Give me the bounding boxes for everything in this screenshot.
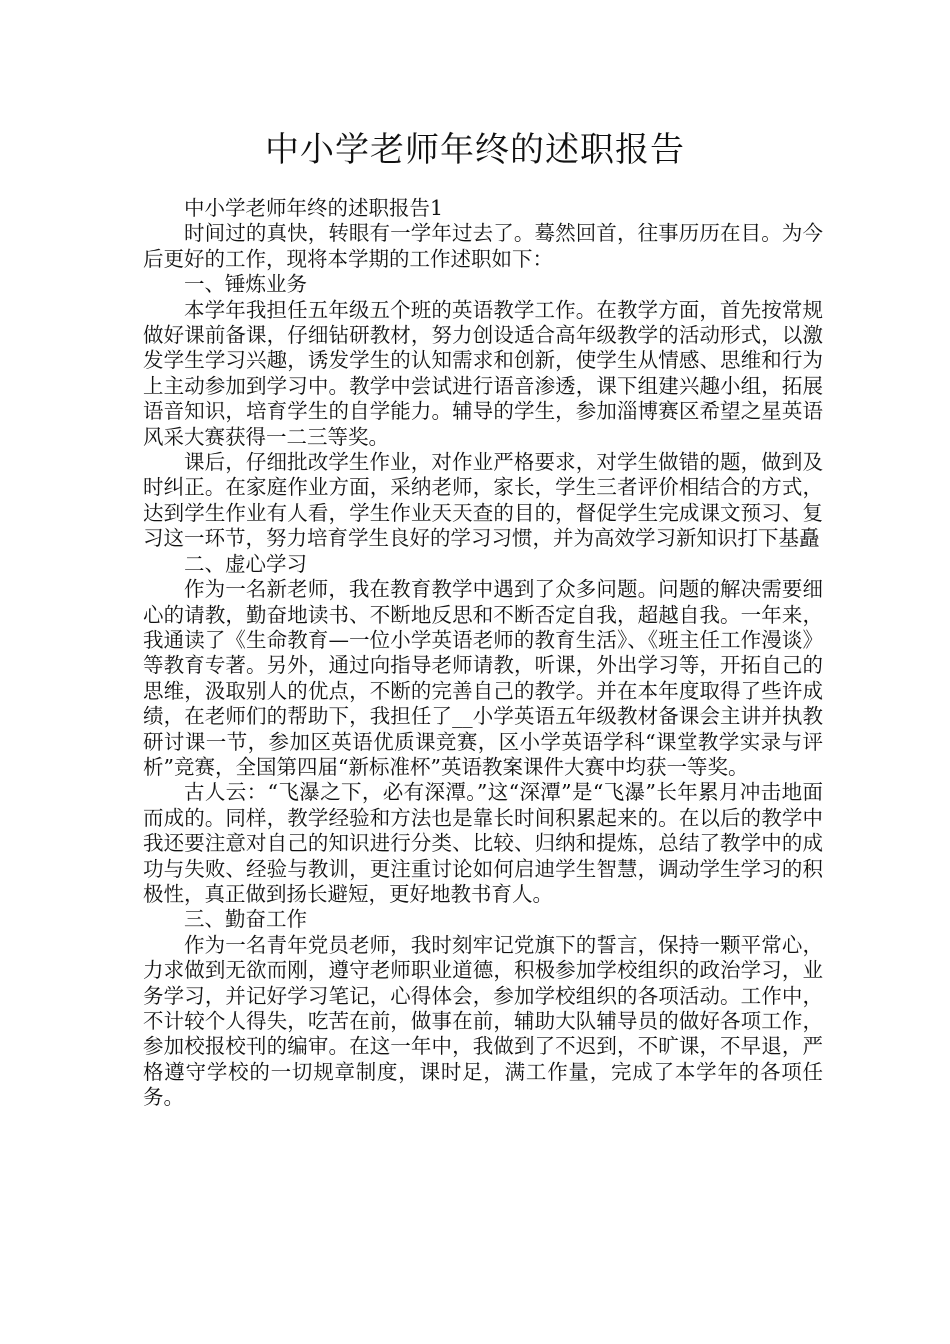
subtitle-paragraph: 中小学老师年终的述职报告1 xyxy=(184,196,444,220)
document-title: 中小学老师年终的述职报告 xyxy=(265,130,685,170)
body-paragraph: 作为一名新老师，我在教育教学中遇到了众多问题。问题的解决需要细心的请教，勤奋地读书、不断地反思和不断否定自我，超越自我。一年来，我通读了《生命教育—一位小学英语老师的教育生活》、《班主任工作漫谈》等教育专著。另外，通过向指导老师请教，听课，外出学习等，开拓自己的思维，汲取别人的优点，不断的完善自己的教学。并在本年度取得了些许成绩，在老师们的帮助下，我担任了__小学英语五年级教材备课会主讲并执教研讨课一节，参加区英语优质课竞赛，区小学英语学科“课堂教学实录与评析”竞赛，全国第四届“新标准杯”英语教案课件大赛中均获一等奖。 xyxy=(143,577,823,779)
body-paragraph: 古人云：“飞瀑之下，必有深潭。”这“深潭”是“飞瀑”长年累月冲击地面而成的。同样，教学经验和方法也是靠长时间积累起来的。在以后的教学中我还要注意对自己的知识进行分类、比较、归纳和提炼，总结了教学中的成功与失败、经验与教训，更注重讨论如何启迪学生智慧，调动学生学习的积极性，真正做到扬长避短，更好地教书育人。 xyxy=(143,780,823,906)
intro-paragraph: 时间过的真快，转眼有一学年过去了。蓦然回首，往事历历在目。为今后更好的工作，现将本学期的工作述职如下： xyxy=(143,221,823,271)
document-body xyxy=(143,196,823,1111)
section-heading-1: 一、锤炼业务 xyxy=(184,272,307,297)
section-heading-2: 二、虚心学习 xyxy=(184,551,307,576)
body-paragraph: 课后，仔细批改学生作业，对作业严格要求，对学生做错的题，做到及时纠正。在家庭作业方面，采纳老师，家长，学生三者评价相结合的方式，达到学生作业有人看，学生作业天天查的目的，督促学生完成课文预习、复习这一环节，努力培育学生良好的学习习惯，并为高效学习新知识打下基矗 xyxy=(143,450,823,551)
body-paragraph: 作为一名青年党员老师，我时刻牢记党旗下的誓言，保持一颗平常心，力求做到无欲而刚，遵守老师职业道德，积极参加学校组织的政治学习，业务学习，并记好学习笔记，心得体会，参加学校组织的各项活动。工作中，不计较个人得失，吃苦在前，做事在前，辅助大队辅导员的做好各项工作，参加校报校刊的编审。在这一年中，我做到了不迟到，不旷课，不早退，严格遵守学校的一切规章制度，课时足，满工作量，完成了本学年的各项任务。 xyxy=(143,932,823,1110)
body-paragraph: 本学年我担任五年级五个班的英语教学工作。在教学方面，首先按常规做好课前备课，仔细钻研教材，努力创设适合高年级教学的活动形式，以激发学生学习兴趣，诱发学生的认知需求和创新，使学生从情感、思维和行为上主动参加到学习中。教学中尝试进行语音渗透，课下组建兴趣小组，拓展语音知识，培育学生的自学能力。辅导的学生，参加淄博赛区希望之星英语风采大赛获得一二三等奖。 xyxy=(143,297,823,449)
section-heading-3: 三、勤奋工作 xyxy=(184,907,307,932)
